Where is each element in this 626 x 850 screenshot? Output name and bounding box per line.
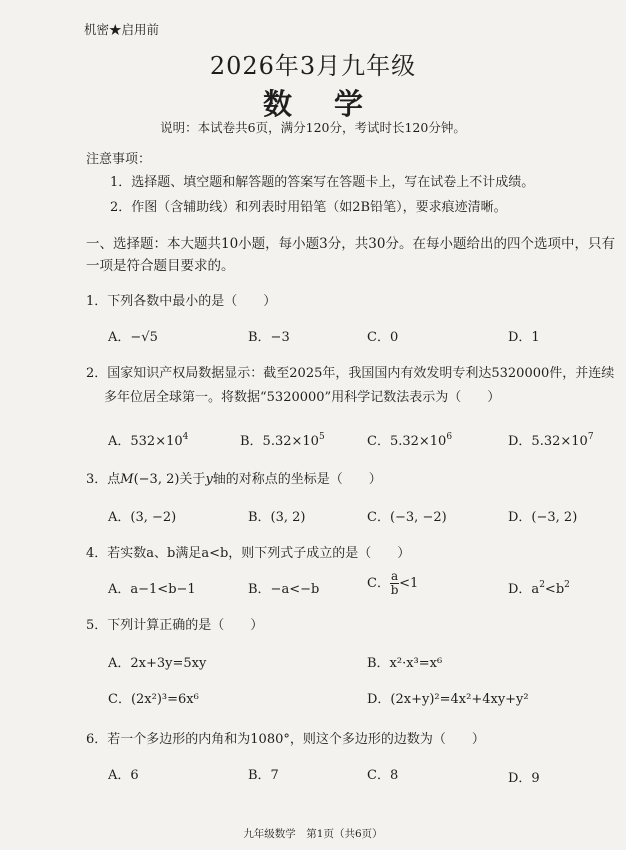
q1-option-a-value: −√5 [130,330,158,345]
attention-item: 2．作图（含辅助线）和列表时用铅笔（如2B铅笔），要求痕迹清晰。 [110,200,507,215]
q1-option-b: B．−3 [248,330,290,345]
question-2-line-1: 2．国家知识产权局数据显示：截至2025年，我国国内有效发明专利达5320000件，并连续 [86,366,615,381]
q3-option-a: A．(3, −2) [108,510,177,525]
section-heading: 一、选择题：本大题共10小题，每小题3分，共30分。在每小题给出的四个选项中，只有一项是符合题目要求的。 [86,236,615,274]
exam-title: 2026年3月九年级 [209,52,417,80]
q4-option-c: C． $\frac{a}{b}$ <1 [367,569,419,597]
q5-option-d: D．(2x+y)²=4x²+4xy+y² [367,692,529,707]
q1-option-a: A．−√5 [108,330,158,345]
q6-option-d: D．9 [508,771,540,786]
q3-option-d: D．(−3, 2) [508,510,578,525]
attention-heading: 注意事项： [86,152,152,167]
q6-option-a: A．6 [108,768,139,783]
exam-instructions: 说明：本试卷共6页，满分120分，考试时长120分钟。 [160,120,466,135]
q5-option-a: A．2x+3y=5xy [108,656,207,671]
q5-option-c: C．(2x²)³=6x⁶ [108,692,199,707]
q4-option-d: D．$a^2<b^2$ [508,580,570,597]
q3-option-c: C．(−3, −2) [367,510,447,525]
question-3: 3．点M(−3, 2)关于y轴的对称点的坐标是（ ） [86,472,382,487]
q6-option-b: B．7 [248,768,279,783]
q2-option-b: B．$5.32\times 10^5$ [240,432,325,449]
question-1: 1．下列各数中最小的是（ ） [86,294,277,309]
q6-option-c: C．8 [367,768,399,783]
question-6: 6．若一个多边形的内角和为1080°，则这个多边形的边数为（ ） [86,732,485,747]
q4-option-a: A．a−1<b−1 [108,582,196,597]
question-4: 4．若实数a、b满足a<b，则下列式子成立的是（ ） [86,546,411,561]
q1-option-c: C．0 [367,330,399,345]
q2-option-d: D．$5.32\times 10^7$ [508,432,594,449]
question-2-line-2: 多年位居全球第一。将数据“5320000”用科学记数法表示为（ ） [104,390,501,405]
subject-title: 数 学 [262,87,380,121]
q2-option-a: A．$532\times 10^4$ [108,432,189,449]
q2-option-c: C．$5.32\times 10^6$ [367,432,453,449]
attention-item: 1．选择题、填空题和解答题的答案写在答题卡上，写在试卷上不计成绩。 [110,175,535,190]
q1-option-d: D．1 [508,330,540,345]
question-5: 5．下列计算正确的是（ ） [86,618,264,633]
confidential-label: 机密★启用前 [84,22,160,37]
page-footer: 九年级数学 第1页（共6页） [243,828,383,840]
q3-option-b: B．(3, 2) [248,510,306,525]
q4-option-b: B．−a<−b [248,582,320,597]
q5-option-b: B．x²·x³=x⁶ [367,656,443,671]
